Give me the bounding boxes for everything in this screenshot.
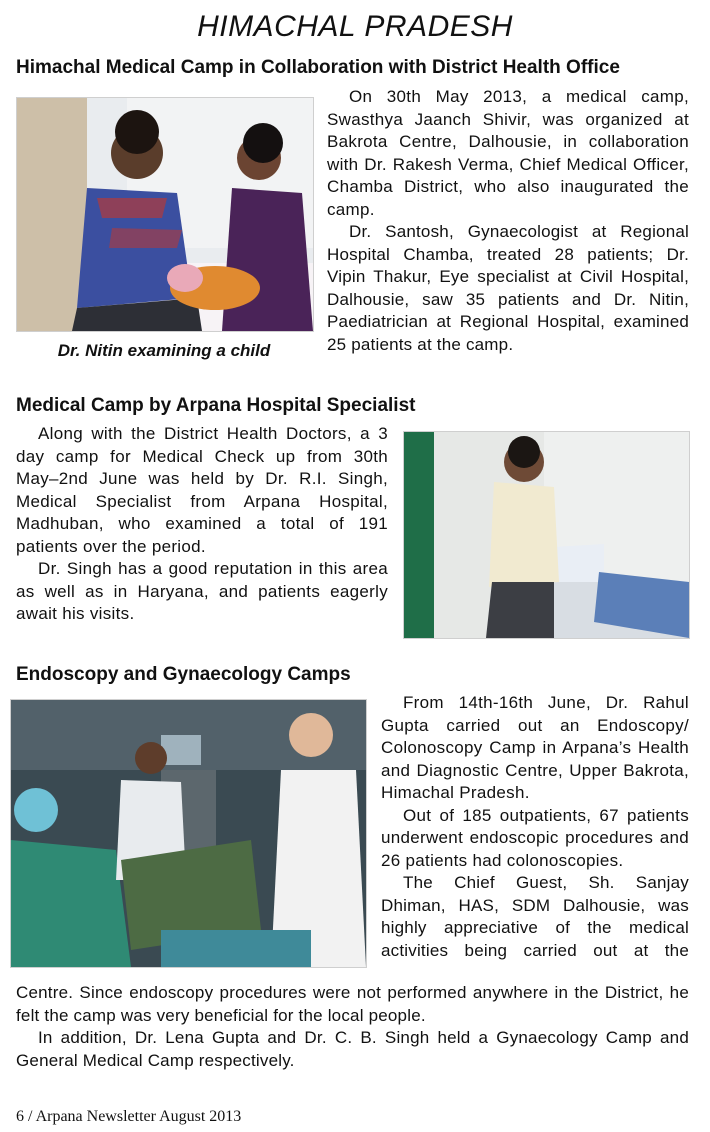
section-heading-himachal-camp: Himachal Medical Camp in Collaboration with District Health Office xyxy=(16,57,620,78)
section-heading-endoscopy-camps: Endoscopy and Gynaecology Camps xyxy=(16,664,351,685)
paragraph: From 14th-16th June, Dr. Rahul Gupta carried out an Endoscopy/ Colonoscopy Camp in Arpana’s Health and Diagnostic Centre, Upper Bakrota, Himachal Pradesh. xyxy=(381,693,689,802)
page-title: HIMACHAL PRADESH xyxy=(197,10,513,43)
paragraph: Dr. Singh has a good reputation in this area as well as in Haryana, and patients eagerly await his visits. xyxy=(16,559,388,623)
photo-endoscopy-procedure xyxy=(10,699,367,968)
photo-doctor-examining-child xyxy=(16,97,314,332)
paragraph: Out of 185 outpatients, 67 patients underwent endoscopic procedures and 26 patients had colonoscopies. xyxy=(381,805,689,870)
section1-body xyxy=(327,86,689,356)
photo-caption: Dr. Nitin examining a child xyxy=(57,341,271,360)
section2-body xyxy=(16,423,388,626)
page-footer: 6 / Arpana Newsletter August 2013 xyxy=(16,1108,242,1125)
section3-body-beside xyxy=(381,692,689,962)
paragraph: Along with the District Health Doctors, a 3 day camp for Medical Check up from 30th May–2nd June was held by Dr. R.I. Singh, Medical Specialist from Arpana Hospital, Madhuban, who examined a total of 191 patients over the period. xyxy=(16,424,388,556)
section-heading-arpana-specialist: Medical Camp by Arpana Hospital Specialist xyxy=(16,395,416,416)
paragraph: Dr. Santosh, Gynaecologist at Regional Hospital Chamba, treated 28 patients; Dr. Vipin Thakur, Eye specialist at Civil Hospital, Dalhousie, saw 35 patients and Dr. Nitin, Paediatrician at Regional Hospital, examined 25 patients at the camp. xyxy=(327,222,689,354)
paragraph: Centre. Since endoscopy procedures were not performed anywhere in the District, he felt the camp was very beneficial for the local people. xyxy=(16,983,689,1025)
photo-doctor-examining-patient xyxy=(403,431,690,639)
paragraph: On 30th May 2013, a medical camp, Swasthya Jaanch Shivir, was organized at Bakrota Centre, Dalhousie, in collaboration with Dr. Rakesh Verma, Chief Medical Officer, Chamba District, who also inaugurated the camp. xyxy=(327,87,689,219)
section3-body-full xyxy=(16,982,689,1072)
paragraph: In addition, Dr. Lena Gupta and Dr. C. B. Singh held a Gynaecology Camp and General Medical Camp respectively. xyxy=(16,1028,689,1070)
paragraph: The Chief Guest, Sh. Sanjay Dhiman, HAS, SDM Dalhousie, was highly appreciative of the medical activities being carried out at the xyxy=(381,873,689,960)
